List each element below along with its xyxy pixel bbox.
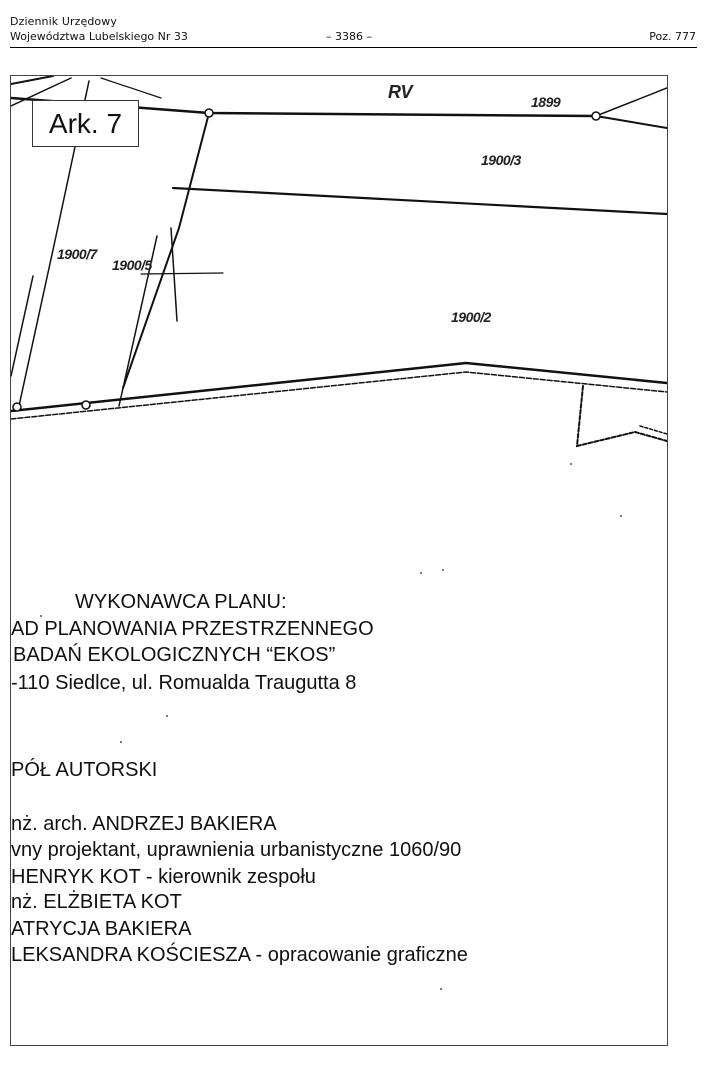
parcel-label-1900-5: 1900/5 (112, 257, 152, 273)
sheet-number-box (32, 100, 139, 147)
team-member: ATRYCJA BAKIERA (11, 918, 192, 940)
journal-issue: Województwa Lubelskiego Nr 33 (10, 30, 188, 43)
parcel-label-rv: RV (388, 82, 413, 102)
contractor-name-line2: BADAŃ EKOLOGICZNYCH “EKOS” (13, 644, 336, 666)
map-sheet-panel (10, 75, 668, 1046)
parcel-label-1900-3: 1900/3 (481, 152, 521, 168)
page-number: – 3386 – (326, 30, 372, 43)
parcel-label-1900-2: 1900/2 (451, 309, 491, 325)
journal-title: Dziennik Urzędowy (10, 15, 117, 28)
contractor-heading: WYKONAWCA PLANU: (75, 591, 287, 613)
contractor-name-line1: AD PLANOWANIA PRZESTRZENNEGO (11, 618, 374, 640)
parcel-label-1899: 1899 (531, 94, 561, 110)
team-heading: PÓŁ AUTORSKI (11, 759, 158, 781)
team-member: nż. arch. ANDRZEJ BAKIERA (11, 813, 277, 835)
parcel-label-1900-7: 1900/7 (57, 246, 97, 262)
page-header (10, 15, 696, 47)
team-member: nż. ELŻBIETA KOT (11, 891, 182, 913)
contractor-address: -110 Siedlce, ul. Romualda Traugutta 8 (11, 672, 357, 694)
team-member: HENRYK KOT - kierownik zespołu (11, 866, 316, 888)
header-rule (10, 47, 697, 48)
team-member: vny projektant, uprawnienia urbanistyczne 1060/90 (11, 839, 462, 861)
position-number: Poz. 777 (649, 30, 696, 43)
team-member: LEKSANDRA KOŚCIESZA - opracowanie graficzne (11, 944, 468, 966)
sheet-number-label: Ark. 7 (48, 108, 123, 139)
